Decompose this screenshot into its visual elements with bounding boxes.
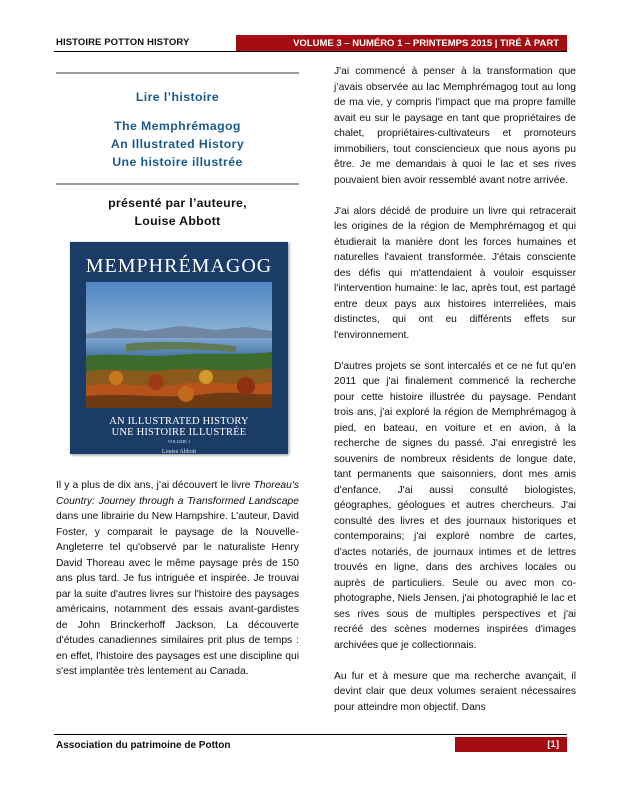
body-paragraph-3: D'autres projets se sont intercalés et ce ne fut qu'en 2011 que j'ai finalement commencé la recherche pour cette histoire illustrée du paysage. Pendant trois ans, j'ai exploré la région de Memphrémagog à pied, en bateau, en voiture et en avion, à la recherche de signes du passé. J'ai enregistré les souvenirs de nombreux résidents de longue date, tant permanents que saisonniers, dont mes amis d'enfance. J'ai aussi consulté biologistes, géographes, géologues et autres chercheurs. J'ai consulté des livres et des journaux historiques et contemporains; j'ai exploré nombre de cartes, d'actes notariés, de journaux intimes et de lettres trouvés en ligne, dans des archives locales ou auprès de particuliers. Seule ou avec mon co-photographe, Niels Jensen, j'ai photographié le lac et ses rives sous de multiples perspectives et j'ai recréé des scènes modernes inspirées d'images archivées que je collectionnais. (334, 360, 576, 651)
header-publication-title: HISTOIRE POTTON HISTORY (56, 37, 190, 48)
intro-paragraph (56, 478, 299, 680)
intro-text-start: Il y a plus de dix ans, j’ai découvert le livre (56, 480, 254, 491)
footer-rule (54, 734, 567, 735)
author-name: Louise Abbott (134, 214, 221, 228)
book-title-italic: Thoreau's Country: Journey through a Transformed Landscape (56, 480, 299, 507)
body-paragraph-1: J'ai commencé à penser à la transformation que j’avais observée au lac Memphrémagog tout au long de ma vie, y compris l'impact que ma propre famille avait eu sur le paysage en tant que propriétaires de chalet, propriétaires-cultivateurs et promoteurs immobiliers, tout conscienciеux que nous ayons pu être. Je me demandais à quoi le lac et ses rives pouvaient bien avoir ressemblé avant notre arrivée. (334, 66, 576, 186)
sidebar-top-rule (56, 72, 299, 74)
intro-text-end: dans une librairie du New Hampshire. L’auteur, David Foster, y comparait le paysage de la Nouvelle-Angleterre tel qu'observé par le naturaliste Henry David Thoreau avec le même paysage près de 150 ans plus tard. Je fus intriguée et inspirée. Je trouvai par la suite d'autres livres sur l'histoire des paysages américains, notamment des essais avant-gardistes de John Brinckerhoff Jackson. La découverte d'études canadiennes similaires prit plus de temps : en effet, l'histoire des paysages est une discipline qui s'est implantée très lentement au Canada. (56, 511, 299, 677)
sidebar-box (56, 72, 299, 230)
presented-by-line: présenté par l’auteure, (108, 196, 247, 210)
cover-subtitle-fr: UNE HISTOIRE ILLUSTRÉE (111, 427, 247, 438)
footer-association: Association du patrimoine de Potton (56, 740, 231, 751)
read-history-heading: Lire l’histoire (135, 90, 220, 104)
cover-title: MEMPHRÉMAGOG (85, 255, 273, 277)
book-title-line-3: Une histoire illustrée (112, 155, 243, 169)
header-rule (54, 51, 567, 52)
cover-subtitle (70, 416, 288, 438)
book-titles (56, 117, 299, 171)
body-paragraph-4: Au fur et à mesure que ma recherche avançait, il devint clair que deux volumes seraient nécessaires pour atteindre mon objectif. Dans (334, 670, 576, 713)
right-column (334, 64, 576, 715)
cover-author: Louise Abbott (161, 449, 197, 454)
book-cover-image (70, 242, 288, 454)
cover-volume: VOLUME 1 (167, 439, 191, 444)
page-number: [1] (455, 737, 567, 752)
cover-subtitle-en: AN ILLUSTRATED HISTORY (109, 416, 249, 427)
book-title-line-1: The Memphrémagog (114, 119, 241, 133)
sidebar-mid-rule (56, 183, 299, 185)
book-title-line-2: An Illustrated History (110, 137, 245, 151)
body-paragraph-2: J'ai alors décidé de produire un livre qui retracerait les origines de la région de Memphrémagog et qui étudierait la manière dont les forces humaines et naturelles l'avaient transformée. J'étais consciente des défis qui m'attendaient à vouloir esquisser l'intervention humaine: le lac, après tout, est partagé entre deux pays aux histoires interreliées, mais distinctes, qui ont eu différents effets sur l'environnement. (334, 205, 576, 341)
lake-landscape-photo (86, 282, 272, 408)
presented-by (56, 194, 299, 230)
header-issue-banner: VOLUME 3 – NUMÉRO 1 – PRINTEMPS 2015 | TIRÉ À PART (236, 35, 567, 51)
